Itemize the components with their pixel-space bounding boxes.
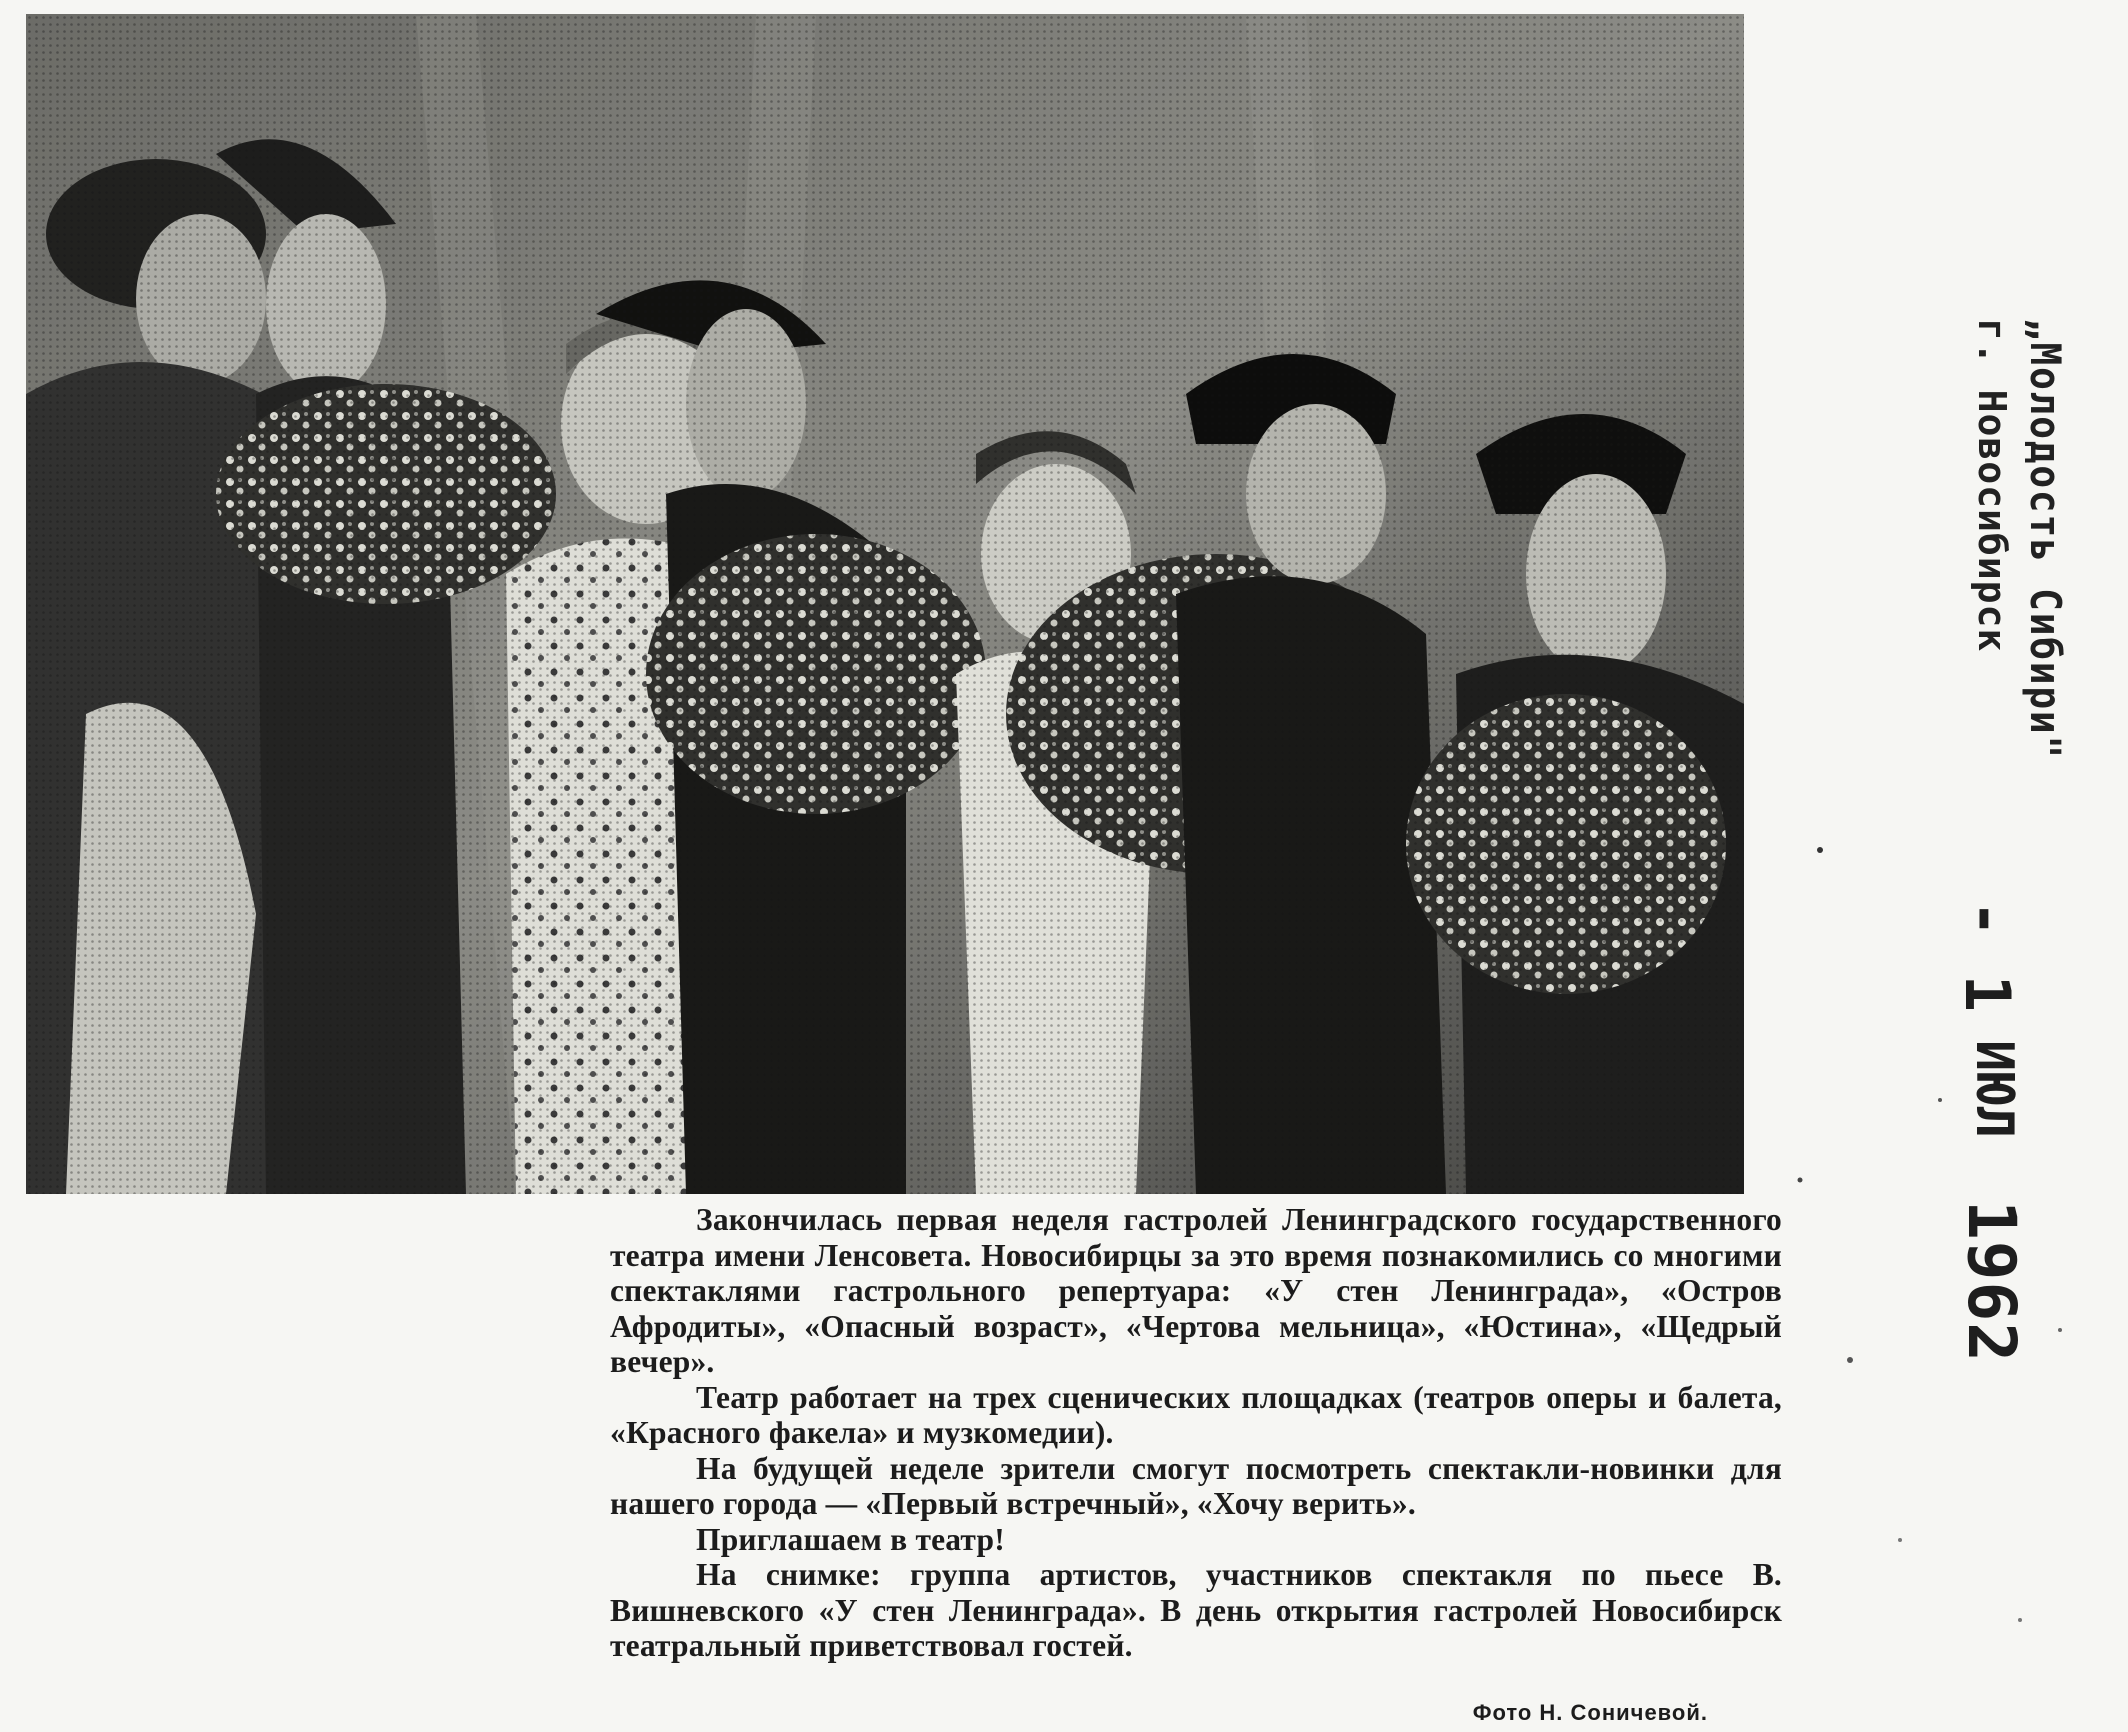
date-month: ИЮЛ: [1964, 1040, 2024, 1140]
date-year: 1962: [1953, 1200, 2030, 1363]
article-paragraph: Закончилась первая неделя гастролей Ленинградского государственного театра имени Ленсовета. Новосибирцы за это время познакомились со многими спектаклями гастрольного репертуара: «У стен Ленинграда», «Остров Афродиты», «Опасный возраст», «Чертова мельница», «Юстина», «Щедрый вечер».: [610, 1202, 1782, 1379]
article-paragraph: Театр работает на трех сценических площадках (театров оперы и балета, «Красного факела» и музкомедии).: [610, 1379, 1782, 1450]
article-paragraph: Приглашаем в театр!: [696, 1521, 1005, 1557]
photo-credit: Фото Н. Соничевой.: [1472, 1700, 1708, 1725]
paper-specks: [1760, 0, 2128, 1732]
article-text: [610, 1202, 1782, 1664]
article-paragraph: На будущей неделе зрители смогут посмотреть спектакли-новинки для нашего города — «Первый встречный», «Хочу верить».: [610, 1450, 1782, 1521]
date-day: - 1: [1951, 900, 2024, 1012]
newspaper-city: г. Новосибирск: [1970, 318, 2014, 653]
news-photo: [26, 14, 1744, 1194]
article-paragraph: На снимке: группа артистов, участников спектакля по пьесе В. Вишневского «У стен Ленинграда». В день открытия гастролей Новосибирск театральный приветствовал гостей.: [610, 1557, 1782, 1663]
photo-illustration: [26, 14, 1744, 1194]
newspaper-name: „Молодость Сибири": [2021, 318, 2070, 761]
